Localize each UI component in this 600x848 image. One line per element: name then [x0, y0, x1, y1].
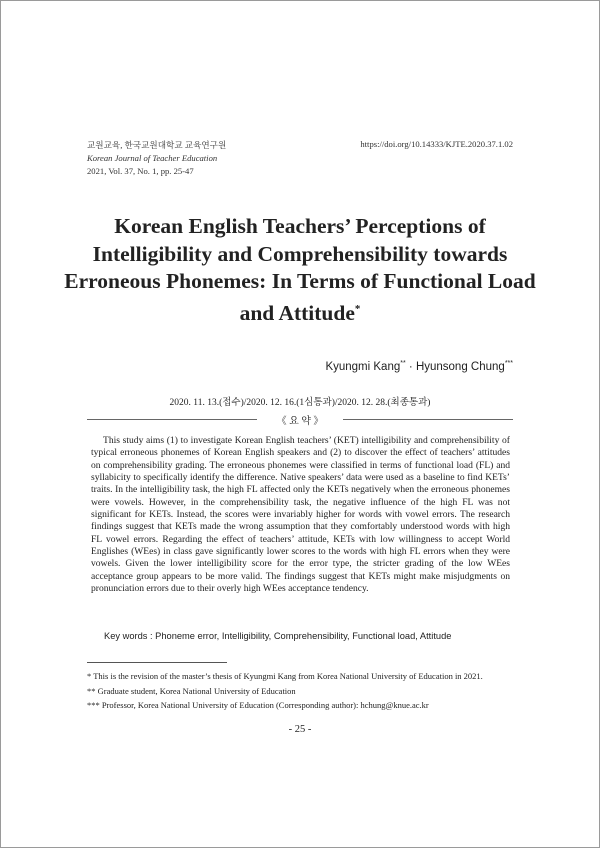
page-number: - 25 -	[288, 724, 312, 735]
journal-header	[87, 139, 226, 178]
title-text: Korean English Teachers’ Perceptions of Intelligibility and Comprehensibility towards Erroneous Phonemes: In Terms of Functional Load and Attitude	[64, 214, 536, 325]
abstract-text: This study aims (1) to investigate Korean English teachers’ (KET) intelligibility and comprehensibility of typical erroneous phonemes of Korean English speakers and (2) to discover the effect of teachers’ attitudes on comprehensibility grading. The erroneous phonemes were classified in terms of functional load (FL) and syllabicity to specifically identify the difference. Native speakers’ data were used as a baseline to find KETs’ traits. In the intelligibility task, the high FL affected only the KETs negatively when the erroneous phonemes were vowels. However, in the comprehensibility task, the negative influence of the high FL was not significant for KETs. Instead, the scores were invariably higher for words with vowel errors. The research findings suggest that KETs made the wrong assumption that they comfortably understood words with high FL vowel errors. Regarding the effect of teachers’ attitude, KETs with low willingness to accept World Englishes (WEes) in class gave significantly lower scores to the words with high FL errors when they were vowels. Given the lower intelligibility score for the error type, the stricter grading of the low WEes acceptance group appears to be more valid. The findings suggest that KETs might make misjudgments on pronunciation errors due to their overly high WEes acceptance tendency.	[91, 435, 510, 595]
footnotes	[87, 669, 483, 713]
footnote-divider	[87, 662, 227, 663]
author-separator: ·	[408, 360, 413, 373]
author-name: Kyungmi Kang	[325, 360, 401, 373]
author-footnote-mark: **	[400, 360, 406, 367]
author-name: Hyunsong Chung	[415, 360, 505, 373]
submission-dates: 2020. 11. 13.(접수)/2020. 12. 16.(1심통과)/2020. 12. 28.(최종통과)	[169, 398, 431, 408]
title-footnote-mark: *	[354, 302, 361, 315]
publisher-line: 교원교육, 한국교원대학교 교육연구원	[87, 140, 227, 150]
keywords: Key words : Phoneme error, Intelligibility, Comprehensibility, Functional load, Attitude	[104, 631, 452, 641]
heading-rule-right	[343, 419, 513, 420]
footnote: *** Professor, Korea National University of Education (Corresponding author): hchung@knue.ac.kr	[87, 700, 429, 710]
paper-title	[60, 213, 540, 327]
footnote: * This is the revision of the master’s thesis of Kyungmi Kang from Korea National University of Education in 2021.	[87, 671, 483, 681]
journal-name: Korean Journal of Teacher Education	[87, 153, 218, 163]
doi-link[interactable]: https://doi.org/10.14333/KJTE.2020.37.1.02	[360, 139, 513, 149]
author-footnote-mark: ***	[504, 360, 513, 367]
volume-line: 2021, Vol. 37, No. 1, pp. 25-47	[87, 166, 194, 176]
abstract-heading: 《 요 약 》	[276, 416, 324, 427]
footnote: ** Graduate student, Korea National University of Education	[87, 685, 296, 696]
abstract-heading-row	[87, 412, 513, 426]
author-line	[325, 360, 513, 373]
